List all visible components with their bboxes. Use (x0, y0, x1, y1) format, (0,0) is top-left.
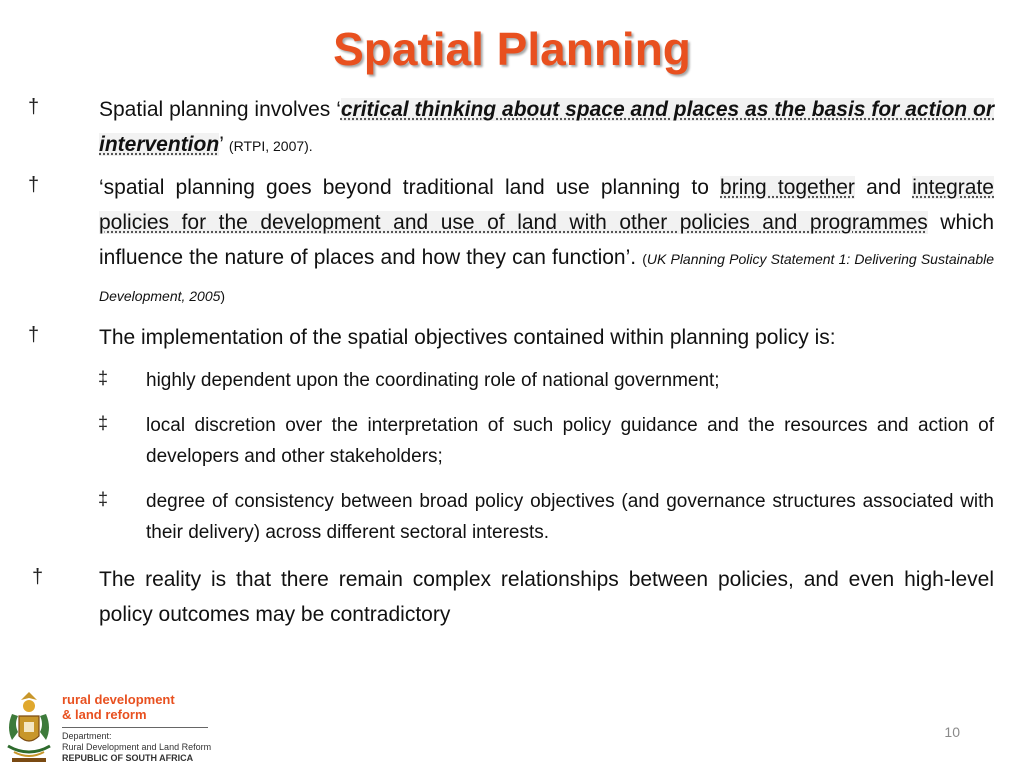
country-name: REPUBLIC OF SOUTH AFRICA (62, 753, 194, 763)
bullet-item (0, 92, 1024, 164)
slide-title: Spatial Planning (333, 23, 691, 75)
citation-open: ( (642, 251, 647, 267)
dagger-bullet-icon: † (32, 566, 44, 588)
double-dagger-bullet-icon: ‡ (98, 368, 109, 388)
sub-bullet-text: degree of consistency between broad policy objectives (and governance structures associated with their delivery) across different sectoral interests. (146, 491, 994, 543)
bullet-text-pre: Spatial planning involves ‘ (99, 98, 341, 121)
org-name (62, 692, 175, 722)
bullet-text-post: ’ (219, 133, 229, 156)
sub-bullet-item (0, 365, 1024, 396)
bullet-text-pre: ‘spatial planning goes beyond traditional land use planning to (99, 176, 721, 199)
slide-body (0, 92, 1024, 632)
bullet-text: The implementation of the spatial objectives contained within planning policy is: (99, 326, 836, 349)
highlight-integrate-policies: integrate policies for the development and use of land with other policies and programmes (99, 176, 994, 234)
department-text (62, 731, 211, 764)
bullet-text (99, 170, 994, 314)
dagger-bullet-icon: † (28, 96, 40, 118)
dept-name: Rural Development and Land Reform (62, 742, 212, 752)
bullet-text-post: which influence the nature of places and how they can function’. (99, 211, 994, 269)
dagger-bullet-icon: † (28, 174, 40, 196)
dagger-bullet-icon: † (28, 324, 40, 346)
double-dagger-bullet-icon: ‡ (98, 413, 109, 433)
bullet-text (99, 92, 994, 164)
citation: (RTPI, 2007). (228, 138, 313, 154)
sub-bullet-text: local discretion over the interpretation of such policy guidance and the resources and action of developers and other stakeholders; (146, 415, 994, 467)
bullet-text: The reality is that there remain complex relationships between policies, and even high-level policy outcomes may be contradictory (99, 568, 994, 626)
sub-bullet-item (0, 486, 1024, 548)
sub-bullet-item (0, 410, 1024, 472)
dept-label: Department: (62, 731, 112, 741)
highlight-bring-together: bring together (720, 176, 855, 199)
sub-bullet-text: highly dependent upon the coordinating role of national government; (146, 370, 720, 391)
citation-close: ) (220, 288, 226, 304)
page-number: 10 (944, 724, 960, 740)
logo-divider (62, 727, 208, 728)
citation: UK Planning Policy Statement 1: Delivering Sustainable Development, 2005 (99, 251, 994, 304)
org-name-line2: & land reform (62, 707, 147, 722)
org-name-line1: rural development (62, 692, 175, 707)
bullet-item (0, 320, 1024, 355)
quote-highlight: critical thinking about space and places as the basis for action or intervention (99, 98, 995, 156)
bullet-item (0, 562, 1024, 632)
bullet-text-mid: and (854, 176, 913, 199)
double-dagger-bullet-icon: ‡ (98, 489, 109, 509)
bullet-item (0, 170, 1024, 314)
coat-of-arms-icon (2, 688, 56, 766)
department-logo (0, 686, 240, 768)
